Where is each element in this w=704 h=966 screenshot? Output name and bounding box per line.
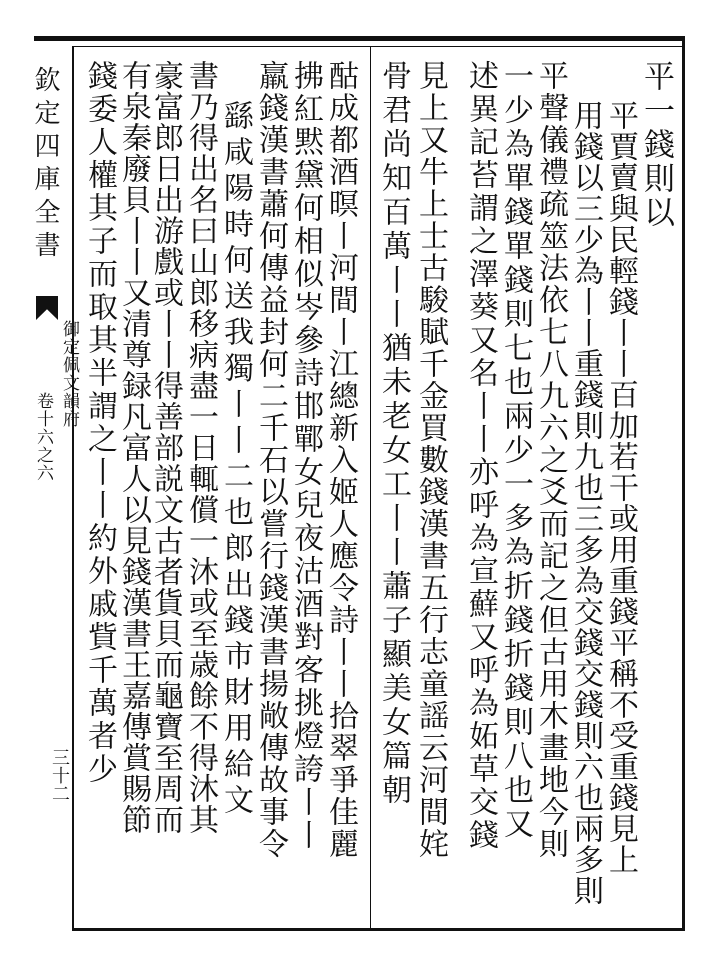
margin-title: 欽定四庫全書 [30, 66, 60, 264]
text-column-13: 書乃得出名曰山郎移病盡一日輒償一沐或至歳餘不得沐其 [183, 60, 218, 835]
text-column-5: 一少為單錢單錢則七也兩少一多為折錢折錢則八也又 [498, 60, 533, 842]
text-column-10: 拂紅黙黛何相似岑參詩邯鄲女兒夜沽酒對客挑燈誇丨丨 [288, 60, 323, 852]
text-column-9: 酤成都酒暝丨河間丨江總新入姬人應令詩丨丨拾翠爭佳麗 [323, 60, 358, 860]
text-column-1: 平一錢則以 [638, 60, 674, 230]
margin-book-title: 御定佩文韻府 [59, 320, 79, 428]
margin-divider [72, 46, 74, 931]
right-border [682, 36, 685, 931]
text-column-16: 錢委人權其子而取其半謂之丨丨約外戚貲千萬者少 [82, 60, 117, 786]
text-column-8: 骨君尚知百萬丨丨猶未老女工丨丨蕭子顯美女篇朝 [376, 60, 411, 808]
top-border-inner [72, 46, 684, 47]
text-column-2: 平賈賣與民輕錢丨丨百加若干或用重錢平稱不受重錢見上 [603, 100, 638, 875]
text-column-7: 見上又牛上士古駿賦千金買數錢漢書五行志童謡云河間姹 [413, 60, 448, 860]
column-rule [370, 46, 371, 931]
top-border-outer [34, 36, 684, 41]
text-column-12: 繇咸陽時何送我獨丨丨二也郎出錢市財用給文 [218, 100, 253, 820]
text-column-11: 羸錢漢書蕭何傳益封何二千石以嘗行錢漢書揚敞傳故事令 [253, 60, 288, 860]
text-column-6: 述異記苔謂之澤葵又名丨丨亦呼為宣蘚又呼為妬草交錢 [463, 60, 498, 852]
text-column-3: 用錢以三少為丨丨重錢則九也三多為交錢交錢則六也兩多則 [568, 100, 603, 906]
text-column-14: 豪富郎日出游戲或丨丨得善部説文古者貨貝而龜寶至周而 [148, 60, 183, 835]
page-number: 三十二 [49, 748, 70, 802]
text-column-4: 平聲儀禮疏筮法依七八九六之爻而記之但古用木畫地今則 [533, 60, 568, 860]
margin-volume: 卷十六之六 [33, 392, 53, 482]
text-column-15: 有泉秦廢貝丨丨又清尊録凡富人以見錢漢書王嘉傳賞賜節 [116, 60, 151, 835]
bottom-border [72, 928, 684, 931]
fish-tail-ornament [36, 296, 58, 320]
